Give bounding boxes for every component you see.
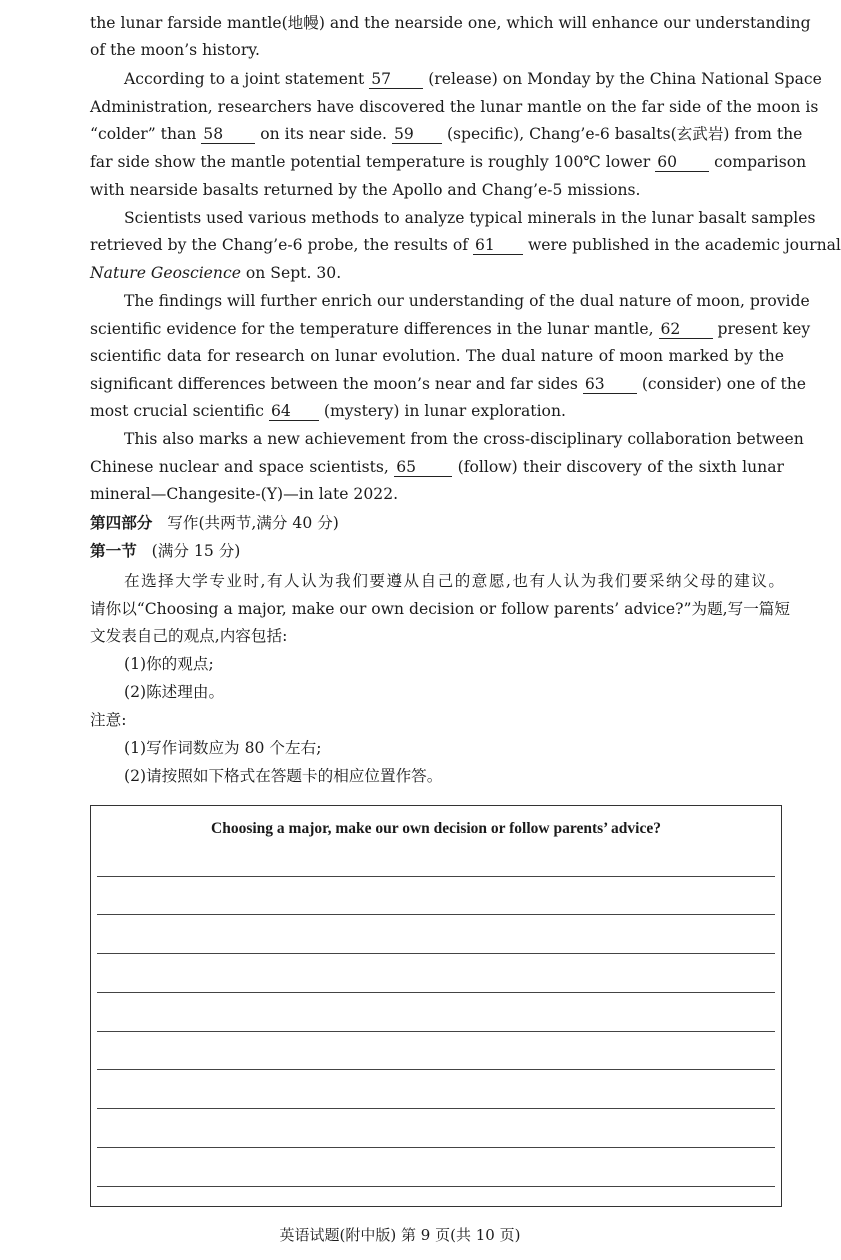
- passage-line: Scientists used various methods to analyze typical minerals in the lunar basalt samples: [124, 209, 816, 227]
- writing-line: [97, 1186, 775, 1187]
- requirement-item: (2)陈述理由。: [124, 683, 225, 701]
- passage-line: [90, 232, 841, 258]
- text-segment: scientific evidence for the temperature differences in the lunar mantle,: [90, 320, 654, 338]
- text-segment: (follow) their discovery of the sixth lunar: [457, 458, 784, 476]
- passage-line: [90, 398, 784, 424]
- page-footer: 英语试题(附中版) 第 9 页(共 10 页): [279, 1226, 521, 1244]
- passage-line: of the moon’s history.: [90, 41, 260, 59]
- passage-line: [90, 371, 807, 397]
- journal-name: Nature Geoscience: [90, 264, 241, 282]
- answer-blank-64[interactable]: 64: [269, 402, 319, 421]
- passage-line: The findings will further enrich our understanding of the dual nature of moon, provide: [124, 292, 810, 310]
- text-segment: (specific), Chang’e-6 basalts(玄武岩) from the: [446, 125, 803, 143]
- writing-line: [97, 1031, 775, 1032]
- section-score: (满分 15 分): [151, 542, 241, 560]
- text-segment: comparison: [714, 153, 807, 171]
- writing-line: [97, 1069, 775, 1070]
- writing-line: [97, 953, 775, 954]
- passage-line: mineral—Changesite-(Y)—in late 2022.: [90, 485, 399, 503]
- writing-line: [97, 1108, 775, 1109]
- text-segment: According to a joint statement: [124, 70, 365, 88]
- text-segment: on Sept. 30.: [245, 264, 342, 282]
- passage-line: [90, 121, 803, 147]
- answer-blank-63[interactable]: 63: [583, 375, 637, 394]
- answer-blank-60[interactable]: 60: [655, 153, 709, 172]
- passage-line: [90, 454, 784, 480]
- passage-line: the lunar farside mantle(地幔) and the nearside one, which will enhance our understanding: [90, 14, 811, 32]
- passage-line: [90, 316, 811, 342]
- text-segment: on its near side.: [260, 125, 388, 143]
- answer-blank-57[interactable]: 57: [369, 70, 423, 89]
- answer-blank-65[interactable]: 65: [394, 458, 452, 477]
- passage-line: [90, 260, 784, 286]
- prompt-line: 文发表自己的观点,内容包括:: [90, 627, 288, 645]
- writing-line: [97, 914, 775, 915]
- passage-line: [124, 66, 822, 92]
- note-item: (2)请按照如下格式在答题卡的相应位置作答。: [124, 767, 443, 785]
- essay-title: Choosing a major, make our own decision or follow parents’ advice?: [211, 820, 661, 837]
- text-segment: “colder” than: [90, 125, 197, 143]
- text-segment: (mystery) in lunar exploration.: [323, 402, 566, 420]
- answer-blank-59[interactable]: 59: [392, 125, 442, 144]
- text-segment: retrieved by the Chang’e-6 probe, the results of: [90, 236, 469, 254]
- text-segment: far side show the mantle potential temperature is roughly 100℃ lower: [90, 153, 651, 171]
- answer-blank-62[interactable]: 62: [659, 320, 713, 339]
- part-number: 第四部分: [90, 513, 153, 532]
- section-heading: [90, 538, 240, 564]
- note-item: (1)写作词数应为 80 个左右;: [124, 739, 322, 757]
- writing-line: [97, 1147, 775, 1148]
- text-segment: most crucial scientific: [90, 402, 264, 420]
- text-segment: were published in the academic journal: [527, 236, 841, 254]
- text-segment: (consider) one of the: [641, 375, 807, 393]
- note-heading: 注意:: [90, 711, 127, 729]
- requirement-item: (1)你的观点;: [124, 655, 214, 673]
- passage-line: scientific data for research on lunar evolution. The dual nature of moon marked by the: [90, 347, 784, 365]
- passage-line: [90, 149, 807, 175]
- part-heading: [90, 510, 339, 536]
- prompt-line: 在选择大学专业时,有人认为我们要遵从自己的意愿,也有人认为我们要采纳父母的建议。: [124, 572, 784, 590]
- text-segment: present key: [717, 320, 811, 338]
- passage-line: with nearside basalts returned by the Apollo and Chang’e-5 missions.: [90, 181, 641, 199]
- text-segment: significant differences between the moon’s near and far sides: [90, 375, 578, 393]
- prompt-line: 请你以“Choosing a major, make our own decision or follow parents’ advice?”为题,写一篇短: [90, 600, 790, 618]
- part-title: 写作(共两节,满分 40 分): [167, 514, 339, 532]
- answer-blank-61[interactable]: 61: [473, 236, 523, 255]
- passage-line: This also marks a new achievement from the cross-disciplinary collaboration between: [124, 430, 804, 448]
- text-segment: Chinese nuclear and space scientists,: [90, 458, 389, 476]
- text-segment: (release) on Monday by the China National Space: [428, 70, 822, 88]
- passage-line: Administration, researchers have discovered the lunar mantle on the far side of the moon is: [90, 98, 819, 116]
- writing-line: [97, 992, 775, 993]
- section-number: 第一节: [90, 541, 137, 560]
- answer-box[interactable]: [90, 805, 782, 1207]
- answer-blank-58[interactable]: 58: [201, 125, 255, 144]
- writing-line: [97, 876, 775, 877]
